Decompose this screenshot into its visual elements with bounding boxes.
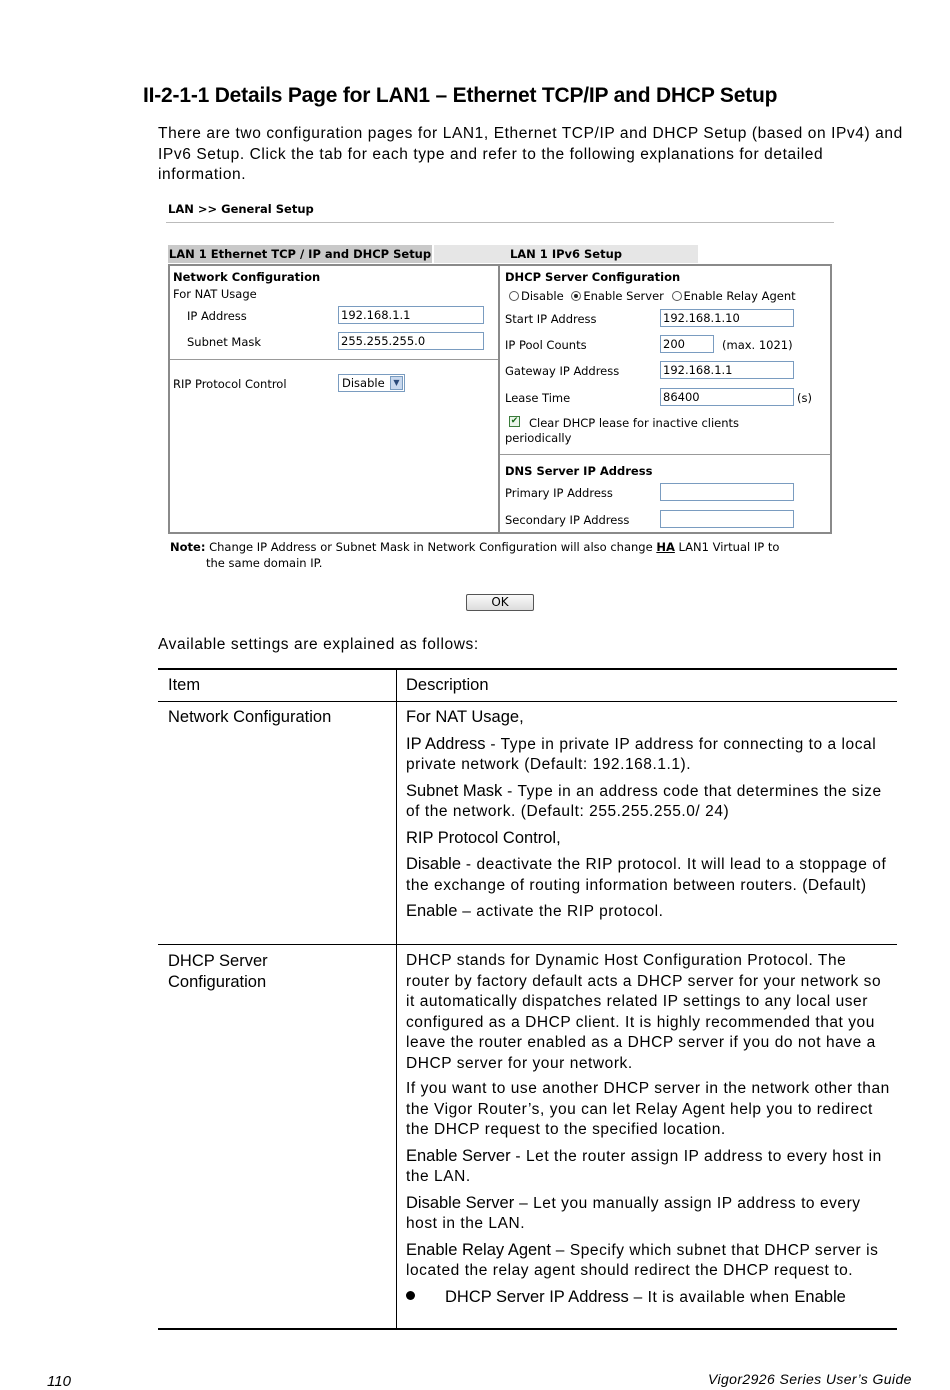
disable-server-desc: – Let you manually assign IP address to every host in the LAN. [406,1194,861,1232]
ok-button[interactable]: OK [466,594,534,611]
enable-term: Enable [406,902,458,920]
figure-note [170,540,838,571]
primary-dns-label: Primary IP Address [505,486,613,500]
guide-title: Vigor2926 Series User’s Guide [708,1371,912,1387]
table-bottom-rule [158,1328,897,1330]
rip-protocol-select[interactable] [338,374,405,392]
row-dhcp-item: DHCP Server Configuration [168,952,268,991]
note-text-b: LAN1 Virtual IP to [674,540,780,554]
clear-lease-label-2: periodically [505,431,572,445]
header-description: Description [406,676,489,694]
lan-setup-screenshot [166,198,838,618]
dhcp-config-title: DHCP Server Configuration [505,270,681,284]
lease-time-unit: (s) [797,391,812,405]
row-network-description [406,707,892,928]
radio-enable-relay-label: Enable Relay Agent [683,289,796,303]
clear-lease-label: Clear DHCP lease for inactive clients [529,416,740,430]
lease-time-input[interactable]: 86400 [660,388,794,406]
table-top-rule [158,668,897,670]
ip-pool-label: IP Pool Counts [505,338,587,352]
enable-server-term: Enable Server [406,1146,511,1165]
secondary-dns-input[interactable] [660,510,794,528]
ip-address-term: IP Address [406,734,486,753]
primary-dns-input[interactable] [660,483,794,501]
ip-address-label: IP Address [187,309,247,323]
nat-usage-heading: For NAT Usage, [406,708,524,726]
disable-term: Disable [406,855,462,873]
rip-protocol-label: RIP Protocol Control [173,377,287,391]
ip-pool-input[interactable]: 200 [660,335,714,353]
page-number: 110 [47,1373,71,1390]
dhcp-server-ip-term: DHCP Server IP Address [445,1287,629,1306]
table-header-rule [158,701,897,702]
network-separator [170,359,498,360]
ip-address-desc: - Type in private IP address for connecting to a local private network (Default: 192.168.1.1). [406,735,877,773]
ip-pool-max: (max. 1021) [722,338,793,352]
disable-desc: - deactivate the RIP protocol. It will lead to a stoppage of the exchange of routing information between routers. (Default) [406,856,887,894]
start-ip-input[interactable]: 192.168.1.10 [660,309,794,327]
dhcp-para-1: DHCP stands for Dynamic Host Configuration Protocol. The router by factory default acts a DHCP server for your network so it automatically dispatches related IP settings to any local user configured as a DHCP client. It is highly recommended that you leave the router enabled as a DHCP server if you do not have a DHCP server for your network. [406,952,882,1072]
subnet-mask-label: Subnet Mask [187,335,262,349]
panel-divider [498,264,500,534]
radio-disable-icon [509,291,519,301]
gateway-ip-label: Gateway IP Address [505,364,620,378]
breadcrumb-divider [166,222,834,223]
radio-enable-server-icon [571,291,581,301]
relay-agent-desc: – Specify which subnet that DHCP server is located the relay agent should redirect the DHCP request to. [406,1241,879,1279]
secondary-dns-label: Secondary IP Address [505,513,630,527]
column-divider [396,668,397,1330]
dns-server-title: DNS Server IP Address [505,464,653,478]
intro-paragraph: There are two configuration pages for LAN1, Ethernet TCP/IP and DHCP Setup (based on IPv4) and IPv6 Setup. Click the tab for each type and refer to the following explanations for detailed information. [158,125,903,183]
rip-heading: RIP Protocol Control, [406,828,561,847]
radio-enable-server-label: Enable Server [583,289,664,303]
clear-lease-checkbox[interactable]: ✔ [510,416,519,426]
subnet-mask-term: Subnet Mask [406,781,503,800]
dhcp-separator [500,454,830,455]
section-heading: II-2-1-1 Details Page for LAN1 – Ethernet TCP/IP and DHCP Setup [143,84,778,107]
bullet-icon [406,1291,415,1300]
enable-server-desc: - Let the router assign IP address to every host in the LAN. [406,1147,882,1185]
lease-time-label: Lease Time [505,391,571,405]
subnet-mask-desc: - Type in an address code that determines the size of the network. (Default: 255.255.255.0/ 24) [406,782,882,820]
note-text-a: Change IP Address or Subnet Mask in Network Configuration will also change [209,540,657,554]
dhcp-mode-radios [509,289,796,303]
radio-enable-relay-icon [672,291,682,301]
available-settings-intro: Available settings are explained as follows: [158,636,479,653]
radio-enable-relay[interactable] [668,289,796,303]
tab-lan1-ethernet[interactable]: LAN 1 Ethernet TCP / IP and DHCP Setup [168,247,432,261]
radio-disable[interactable] [509,289,564,303]
enable-desc: – activate the RIP protocol. [457,903,664,920]
start-ip-label: Start IP Address [505,312,597,326]
note-label: Note: [170,540,206,554]
network-config-title: Network Configuration [173,270,321,284]
breadcrumb: LAN >> General Setup [168,202,314,216]
dhcp-para-2: If you want to use another DHCP server in the network other than the Vigor Router’s, you can let Relay Agent help you to redirect the DHCP request to the specified location. [406,1080,890,1138]
disable-server-term: Disable Server [406,1193,515,1212]
dhcp-server-ip-desc: – It is available when [628,1288,795,1306]
nat-usage-label: For NAT Usage [173,287,257,301]
row-network-item: Network Configuration [168,708,332,726]
header-item: Item [168,676,201,694]
chevron-down-icon: ▼ [390,376,403,390]
tab-lan1-ipv6[interactable]: LAN 1 IPv6 Setup [434,245,698,263]
row-divider [158,944,897,945]
ip-address-input[interactable]: 192.168.1.1 [338,306,484,324]
subnet-mask-input[interactable]: 255.255.255.0 [338,332,484,350]
rip-protocol-value: Disable [342,376,385,390]
dhcp-server-ip-tail: Enable [794,1287,846,1306]
radio-enable-server[interactable] [567,289,664,303]
row-dhcp-description [406,951,892,1313]
relay-agent-term: Enable Relay Agent [406,1240,551,1259]
gateway-ip-input[interactable]: 192.168.1.1 [660,361,794,379]
radio-disable-label: Disable [521,289,564,303]
note-line-2: the same domain IP. [206,555,323,570]
note-ha-link[interactable]: HA [656,540,675,554]
